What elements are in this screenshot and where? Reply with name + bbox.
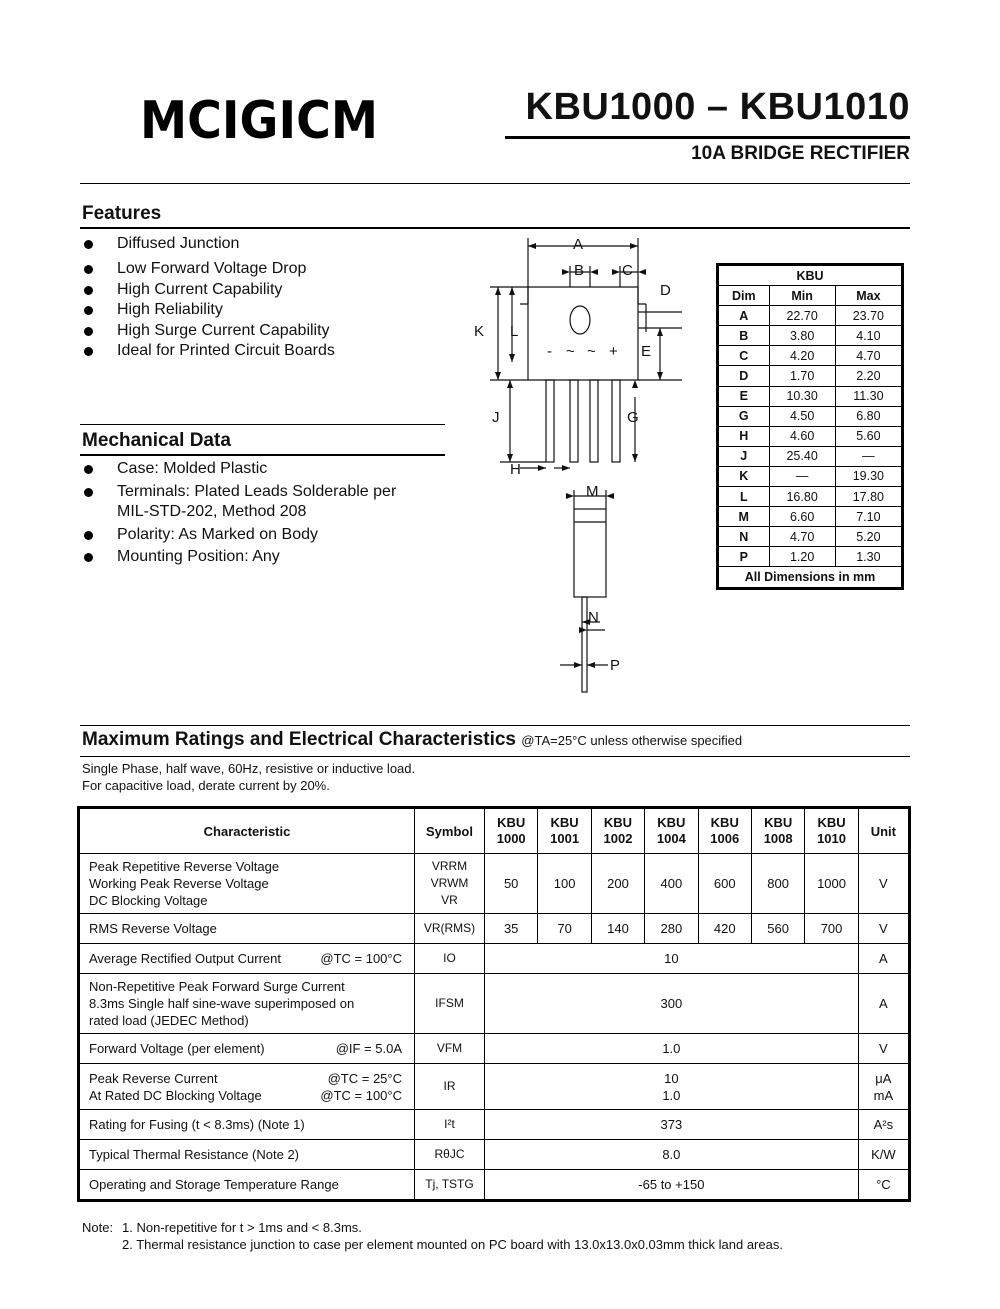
feature-text: Low Forward Voltage Drop [117, 260, 307, 277]
rating-unit [858, 1110, 908, 1140]
rating-row [80, 944, 909, 974]
bullet-icon [84, 306, 93, 315]
rating-value: 560 [751, 914, 804, 944]
value-line: 8.0 [662, 1147, 681, 1162]
ratings-table [79, 808, 909, 1200]
characteristic-text: At Rated DC Blocking Voltage [89, 1087, 262, 1103]
dimension-min: 4.20 [769, 346, 835, 366]
part-header [485, 809, 538, 854]
dim-label-g: G [627, 409, 639, 426]
part-header-line: KBU [817, 815, 846, 830]
mounting-hole [570, 306, 590, 334]
test-condition: @TC = 25°C [327, 1070, 402, 1086]
side-view-lead [582, 597, 587, 692]
bullet-icon [84, 286, 93, 295]
mechanical-text: Polarity: As Marked on Body [117, 525, 318, 543]
footnote-label: Note: [82, 1220, 114, 1235]
symbol-line: Tj, TSTG [425, 1177, 474, 1191]
symbol-line: RθJC [434, 1147, 465, 1161]
dimension-min: 4.50 [769, 406, 835, 426]
dimension-row [719, 527, 902, 547]
mechanical-title: Mechanical Data [82, 430, 231, 451]
footnote-1: 1. Non-repetitive for t > 1ms and < 8.3ms. [122, 1220, 362, 1235]
dimension-row [719, 326, 902, 346]
dimension-row [719, 406, 902, 426]
rating-row [80, 974, 909, 1034]
unit-line: A [879, 951, 888, 966]
characteristic-text: DC Blocking Voltage [89, 893, 208, 908]
rating-row [80, 1170, 909, 1200]
part-header-line: KBU [603, 815, 633, 830]
dim-label-h: H [510, 461, 521, 478]
dimension-code: M [719, 507, 770, 527]
lead-3 [590, 380, 598, 462]
characteristic-text: Average Rectified Output Current [89, 951, 281, 966]
brand-logo [140, 92, 380, 152]
mechanical-text: Case: Molded Plastic [117, 460, 268, 477]
feature-item [82, 234, 462, 255]
feature-item [82, 300, 462, 321]
rating-value: 700 [805, 914, 858, 944]
characteristic-text: Peak Repetitive Reverse Voltage [89, 859, 280, 874]
rating-symbol [415, 974, 485, 1034]
lead-2 [570, 380, 578, 462]
characteristic-text: Working Peak Reverse Voltage [89, 876, 269, 891]
value-line: 300 [660, 996, 683, 1011]
dimension-min: 10.30 [769, 386, 835, 406]
ratings-condition: @TA=25°C unless otherwise specified [521, 733, 743, 748]
rating-symbol [415, 1064, 485, 1110]
part-header [751, 809, 804, 854]
part-header-line: 1010 [817, 831, 846, 846]
characteristic-line [89, 978, 414, 995]
mechanical-list [82, 459, 462, 570]
bullet-icon [84, 465, 93, 474]
rating-unit [858, 854, 908, 914]
part-header-line: KBU [657, 815, 686, 830]
part-header-line: 1000 [496, 831, 526, 846]
feature-text: High Current Capability [117, 280, 283, 298]
feature-item [82, 280, 462, 301]
bullet-icon [84, 240, 93, 249]
dimensions-footer: All Dimensions in mm [719, 567, 902, 587]
symbol-line: IFSM [435, 996, 464, 1010]
rating-value: 800 [751, 854, 804, 914]
dim-label-l: L [510, 323, 519, 340]
rating-value: 100 [538, 854, 591, 914]
rating-value [485, 1140, 859, 1170]
mechanical-item [82, 482, 462, 523]
part-header [645, 809, 698, 854]
dimension-code: L [719, 487, 770, 507]
dimension-min: 1.20 [769, 547, 835, 567]
rating-row [80, 854, 909, 914]
rating-value: 400 [645, 854, 698, 914]
ratings-note-2: For capacitive load, derate current by 20%. [82, 778, 330, 793]
dimension-max: 5.20 [835, 527, 901, 547]
part-header [805, 809, 858, 854]
rating-row [80, 914, 909, 944]
characteristic-line [89, 875, 414, 892]
rating-value: 200 [591, 854, 644, 914]
dimension-max: 4.10 [835, 326, 901, 346]
dimension-min: 6.60 [769, 507, 835, 527]
characteristic-line [89, 1176, 414, 1193]
rating-value [485, 1034, 859, 1064]
features-list [82, 234, 462, 362]
lead-4 [612, 380, 620, 462]
dim-header: Dim [719, 286, 770, 306]
dim-label-n: N [588, 609, 599, 626]
unit-line: V [879, 1041, 888, 1056]
characteristic-text: Rating for Fusing (t < 8.3ms) (Note 1) [89, 1117, 305, 1132]
characteristic-line [89, 858, 414, 875]
dimension-code: J [719, 446, 770, 466]
footnotes [82, 1219, 783, 1253]
dim-label-m: M [586, 483, 599, 500]
header-divider [80, 183, 910, 184]
feature-text: Diffused Junction [117, 235, 240, 252]
symbol-line: IO [443, 951, 456, 965]
dimension-max: 7.10 [835, 507, 901, 527]
lead-1 [546, 380, 554, 462]
dimension-code: P [719, 547, 770, 567]
rating-row [80, 1140, 909, 1170]
dimension-code: A [719, 306, 770, 326]
part-header [591, 809, 644, 854]
dimension-max: 11.30 [835, 386, 901, 406]
characteristic-header: Characteristic [80, 809, 415, 854]
mechanical-item [82, 525, 462, 546]
rating-unit [858, 974, 908, 1034]
rating-characteristic [80, 1064, 415, 1110]
part-header-line: 1006 [710, 831, 740, 846]
dimension-code: K [719, 466, 770, 486]
min-header: Min [769, 286, 835, 306]
rating-unit [858, 1064, 908, 1110]
features-rule [80, 227, 910, 229]
characteristic-line [89, 1116, 414, 1133]
footnote-2: 2. Thermal resistance junction to case per element mounted on PC board with 13.0x13.0x0.03mm thick land areas. [122, 1237, 783, 1252]
bullet-icon [84, 265, 93, 274]
rating-characteristic [80, 1034, 415, 1064]
characteristic-line [89, 1040, 414, 1057]
dimension-code: B [719, 326, 770, 346]
characteristic-line [89, 950, 414, 967]
dimension-max: 19.30 [835, 466, 901, 486]
characteristic-line [89, 1012, 414, 1029]
rating-symbol [415, 944, 485, 974]
mechanical-item [82, 547, 462, 568]
symbol-line: VRWM [430, 876, 469, 890]
part-header-line: KBU [550, 815, 579, 830]
dimension-row [719, 346, 902, 366]
ratings-top-rule [80, 725, 910, 726]
dimension-row [719, 446, 902, 466]
rating-symbol [415, 1034, 485, 1064]
unit-line: °C [876, 1177, 891, 1192]
rating-symbol [415, 1140, 485, 1170]
bullet-icon [84, 488, 93, 497]
characteristic-line [89, 1146, 414, 1163]
characteristic-text: 8.3ms Single half sine-wave superimposed on [89, 996, 355, 1011]
dimension-max: — [835, 446, 901, 466]
dimension-code: E [719, 386, 770, 406]
mechanical-top-rule [80, 424, 445, 425]
dim-label-d: D [660, 282, 671, 299]
dimension-row [719, 386, 902, 406]
part-header [538, 809, 591, 854]
dimension-row [719, 507, 902, 527]
unit-line: A [879, 996, 888, 1011]
bullet-icon [84, 553, 93, 562]
mechanical-rule [80, 454, 445, 456]
unit-line: K/W [871, 1147, 896, 1162]
rating-value [485, 1064, 859, 1110]
dimension-row [719, 487, 902, 507]
dimension-min: 4.70 [769, 527, 835, 547]
dimension-row [719, 306, 902, 326]
symbol-line: VR(RMS) [423, 921, 476, 935]
test-condition: @IF = 5.0A [335, 1041, 402, 1056]
dimension-row [719, 366, 902, 386]
part-header [698, 809, 751, 854]
page-subtitle: 10A BRIDGE RECTIFIER [691, 143, 910, 164]
dimension-min: 25.40 [769, 446, 835, 466]
symbol-line: VR [441, 893, 458, 907]
rating-characteristic [80, 914, 415, 944]
symbol-line: IR [443, 1079, 456, 1093]
characteristic-text: RMS Reverse Voltage [89, 921, 217, 936]
characteristic-text: Forward Voltage (per element) [89, 1041, 265, 1056]
rating-value: 70 [538, 914, 591, 944]
dimension-max: 17.80 [835, 487, 901, 507]
rating-unit [858, 1140, 908, 1170]
characteristic-text: Non-Repetitive Peak Forward Surge Current [89, 979, 345, 994]
characteristic-text: rated load (JEDEC Method) [89, 1013, 249, 1028]
dimension-max: 4.70 [835, 346, 901, 366]
rating-value: 140 [591, 914, 644, 944]
mechanical-item [82, 459, 462, 480]
dimension-row [719, 466, 902, 486]
part-header-line: 1001 [550, 831, 580, 846]
rating-symbol [415, 1170, 485, 1200]
dimension-min: 16.80 [769, 487, 835, 507]
unit-line: V [879, 876, 888, 891]
dimension-min: 1.70 [769, 366, 835, 386]
rating-symbol [415, 914, 485, 944]
rating-characteristic [80, 944, 415, 974]
rating-value: 35 [485, 914, 538, 944]
feature-item [82, 259, 462, 280]
rating-value: 420 [698, 914, 751, 944]
features-title: Features [82, 203, 162, 224]
value-line: 10 [664, 1070, 679, 1086]
dimension-code: C [719, 346, 770, 366]
rating-symbol [415, 854, 485, 914]
rating-value: 280 [645, 914, 698, 944]
dimension-min: 4.60 [769, 426, 835, 446]
rating-row [80, 1034, 909, 1064]
dimension-code: D [719, 366, 770, 386]
rating-value [485, 1170, 859, 1200]
rating-value [485, 1110, 859, 1140]
test-condition: @TC = 100°C [320, 1087, 402, 1103]
symbol-header: Symbol [415, 809, 485, 854]
feature-item [82, 341, 462, 362]
unit-line: μA [875, 1070, 892, 1086]
mechanical-text: Terminals: Plated Leads Solderable per [117, 482, 397, 500]
dimension-min: 22.70 [769, 306, 835, 326]
dimension-min: — [769, 466, 835, 486]
page-title: KBU1000 – KBU1010 [525, 86, 910, 128]
rating-characteristic [80, 1170, 415, 1200]
characteristic-line [89, 1087, 414, 1104]
dim-label-k: K [474, 323, 485, 340]
rating-value [485, 974, 859, 1034]
ratings-rule [80, 756, 910, 757]
feature-text: High Reliability [117, 301, 223, 318]
rating-value [485, 944, 859, 974]
brand-logo-text: MCIGICM [140, 92, 378, 151]
dimension-max: 5.60 [835, 426, 901, 446]
pin-mark-4: + [609, 343, 618, 360]
dim-label-b: B [574, 262, 585, 279]
mechanical-text: Mounting Position: Any [117, 548, 280, 565]
characteristic-text: Peak Reverse Current [89, 1070, 218, 1086]
rating-unit [858, 1034, 908, 1064]
symbol-line: VRRM [431, 859, 468, 873]
characteristic-line [89, 995, 414, 1012]
dim-label-j: J [492, 409, 500, 426]
part-header-line: KBU [497, 815, 526, 830]
feature-item [82, 321, 462, 342]
part-header-line: KBU [764, 815, 793, 830]
symbol-line: VFM [436, 1041, 463, 1055]
unit-line: A²s [873, 1117, 894, 1132]
characteristic-line [89, 920, 414, 937]
max-header: Max [835, 286, 901, 306]
pin-mark-1: - [547, 343, 552, 360]
dimensions-package: KBU [719, 266, 902, 286]
dimension-row [719, 547, 902, 567]
characteristic-text: Typical Thermal Resistance (Note 2) [89, 1147, 300, 1162]
part-header-line: KBU [710, 815, 739, 830]
test-condition: @TC = 100°C [320, 951, 402, 966]
package-outline-diagram [460, 232, 720, 697]
rating-characteristic [80, 974, 415, 1034]
rating-row [80, 1110, 909, 1140]
characteristic-line [89, 892, 414, 909]
rating-characteristic [80, 1140, 415, 1170]
dimension-row [719, 426, 902, 446]
dim-label-p: P [610, 657, 621, 674]
part-header-line: 1004 [656, 831, 686, 846]
bullet-icon [84, 531, 93, 540]
dimension-max: 6.80 [835, 406, 901, 426]
ratings-title [82, 729, 742, 751]
value-line: 1.0 [662, 1041, 681, 1056]
pin-mark-3: ~ [587, 343, 596, 360]
unit-line: V [879, 921, 888, 936]
characteristic-line [89, 1070, 414, 1087]
value-line: 373 [660, 1117, 683, 1132]
rating-characteristic [80, 1110, 415, 1140]
value-line: 10 [664, 951, 679, 966]
dim-label-c: C [622, 262, 633, 279]
feature-text: Ideal for Printed Circuit Boards [117, 342, 335, 359]
pin-mark-2: ~ [566, 343, 575, 360]
bullet-icon [84, 327, 93, 336]
characteristic-text: Operating and Storage Temperature Range [89, 1177, 339, 1192]
dimension-code: N [719, 527, 770, 547]
dimension-max: 1.30 [835, 547, 901, 567]
value-line: 1.0 [662, 1087, 681, 1103]
rating-characteristic [80, 854, 415, 914]
dim-label-a: A [573, 236, 584, 253]
value-line: -65 to +150 [638, 1177, 705, 1192]
rating-row [80, 1064, 909, 1110]
dimension-max: 2.20 [835, 366, 901, 386]
ratings-title-text: Maximum Ratings and Electrical Characteristics [82, 729, 516, 750]
ratings-note-1: Single Phase, half wave, 60Hz, resistive or inductive load. [82, 761, 416, 776]
bullet-icon [84, 347, 93, 356]
diagram-labels [474, 236, 671, 674]
rating-unit [858, 914, 908, 944]
dimension-max: 23.70 [835, 306, 901, 326]
mechanical-text: MIL-STD-202, Method 208 [117, 503, 307, 520]
part-header-line: 1008 [763, 831, 793, 846]
rating-value: 50 [485, 854, 538, 914]
symbol-line: I²t [444, 1117, 455, 1131]
part-header-line: 1002 [603, 831, 633, 846]
unit-header: Unit [858, 809, 908, 854]
dimension-code: G [719, 406, 770, 426]
unit-line: mA [873, 1087, 894, 1103]
rating-value: 600 [698, 854, 751, 914]
feature-text: High Surge Current Capability [117, 321, 330, 339]
rating-unit [858, 944, 908, 974]
dimension-min: 3.80 [769, 326, 835, 346]
dimension-code: H [719, 426, 770, 446]
rating-value: 1000 [805, 854, 858, 914]
rating-unit [858, 1170, 908, 1200]
dim-label-e: E [641, 343, 652, 360]
rating-symbol [415, 1110, 485, 1140]
dimensions-table [718, 265, 902, 588]
title-rule [505, 136, 910, 139]
